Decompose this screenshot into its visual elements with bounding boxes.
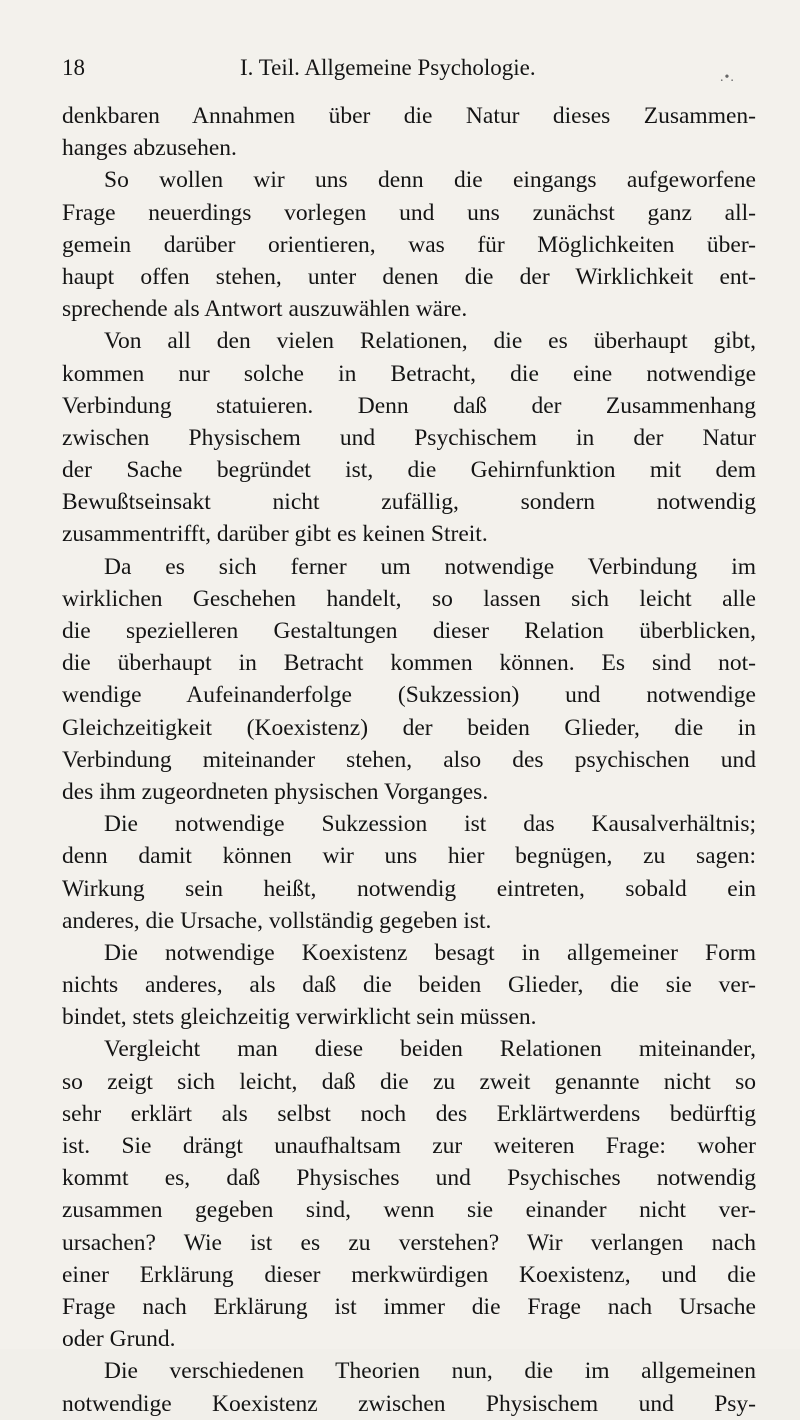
- text-line: Gleichzeitigkeit (Koexistenz) der beiden Glieder, die in: [62, 714, 756, 741]
- text-line: Frage nach Erklärung ist immer die Frage nach Ursache: [62, 1293, 756, 1320]
- text-line: Verbindung statuieren. Denn daß der Zusammenhang: [62, 392, 756, 419]
- text-line: denkbaren Annahmen über die Natur dieses Zusammen-: [62, 103, 756, 129]
- text-line: denn damit können wir uns hier begnügen, zu sagen:: [62, 843, 756, 870]
- text-line: ist. Sie drängt unaufhaltsam zur weiteren Frage: woher: [62, 1133, 756, 1159]
- text-line: die überhaupt in Betracht kommen können. Es sind not-: [62, 650, 756, 677]
- text-line: Vergleicht man diese beiden Relationen miteinander,: [104, 1036, 756, 1063]
- text-line: wirklichen Geschehen handelt, so lassen sich leicht alle: [62, 585, 756, 612]
- text-line: Von all den vielen Relationen, die es überhaupt gibt,: [104, 328, 756, 355]
- text-line: des ihm zugeordneten physischen Vorganges.: [62, 778, 489, 805]
- text-line: der Sache begründet ist, die Gehirnfunktion mit dem: [62, 457, 756, 484]
- text-line: notwendige Koexistenz zwischen Physischem und Psy-: [62, 1390, 756, 1417]
- text-line: zusammen gegeben sind, wenn sie einander nicht ver-: [62, 1197, 756, 1224]
- text-line: die spezielleren Gestaltungen dieser Relation überblicken,: [62, 618, 756, 644]
- text-line: Wirkung sein heißt, notwendig eintreten, sobald ein: [62, 875, 756, 902]
- page-header: [62, 50, 752, 86]
- text-line: Die verschiedenen Theorien nun, die im allgemeinen: [104, 1358, 756, 1385]
- text-line: gemein darüber orientieren, was für Möglichkeiten über-: [62, 231, 756, 258]
- text-line: Da es sich ferner um notwendige Verbindung im: [104, 553, 756, 580]
- text-line: So wollen wir uns denn die eingangs aufgeworfene: [104, 167, 756, 194]
- running-head: I. Teil. Allgemeine Psychologie.: [240, 55, 536, 80]
- text-line: sehr erklärt als selbst noch des Erklärtwerdens bedürftig: [62, 1100, 756, 1127]
- text-line: zwischen Physischem und Psychischem in der Natur: [62, 424, 756, 451]
- text-line: anderes, die Ursache, vollständig gegeben ist.: [62, 907, 492, 934]
- text-line: ursachen? Wie ist es zu verstehen? Wir verlangen nach: [62, 1229, 756, 1256]
- text-line: zusammentrifft, darüber gibt es keinen Streit.: [62, 521, 488, 548]
- text-line: bindet, stets gleichzeitig verwirklicht sein müssen.: [62, 1004, 537, 1031]
- text-line: hanges abzusehen.: [62, 135, 237, 162]
- text-line: kommen nur solche in Betracht, die eine notwendige: [62, 360, 756, 387]
- text-line: wendige Aufeinanderfolge (Sukzession) und notwendige: [62, 682, 756, 709]
- text-line: kommt es, daß Physisches und Psychisches notwendig: [62, 1165, 756, 1192]
- text-line: Bewußtseinsakt nicht zufällig, sondern notwendig: [62, 489, 756, 516]
- text-line: haupt offen stehen, unter denen die der Wirklichkeit ent-: [62, 263, 756, 290]
- text-line: Verbindung miteinander stehen, also des psychischen und: [62, 746, 756, 773]
- text-line: oder Grund.: [62, 1326, 176, 1353]
- page-number: 18: [62, 55, 85, 80]
- text-line: Frage neuerdings vorlegen und uns zunächst ganz all-: [62, 199, 756, 226]
- text-line: so zeigt sich leicht, daß die zu zweit genannte nicht so: [62, 1068, 756, 1095]
- text-line: Die notwendige Koexistenz besagt in allgemeiner Form: [104, 939, 756, 966]
- print-marks: .•.: [720, 70, 735, 85]
- text-line: nichts anderes, als daß die beiden Glieder, die sie ver-: [62, 972, 756, 999]
- text-line: einer Erklärung dieser merkwürdigen Koexistenz, und die: [62, 1261, 756, 1288]
- text-line: sprechende als Antwort auszuwählen wäre.: [62, 296, 468, 323]
- body-text: [62, 100, 756, 1420]
- text-line: Die notwendige Sukzession ist das Kausalverhältnis;: [104, 811, 756, 838]
